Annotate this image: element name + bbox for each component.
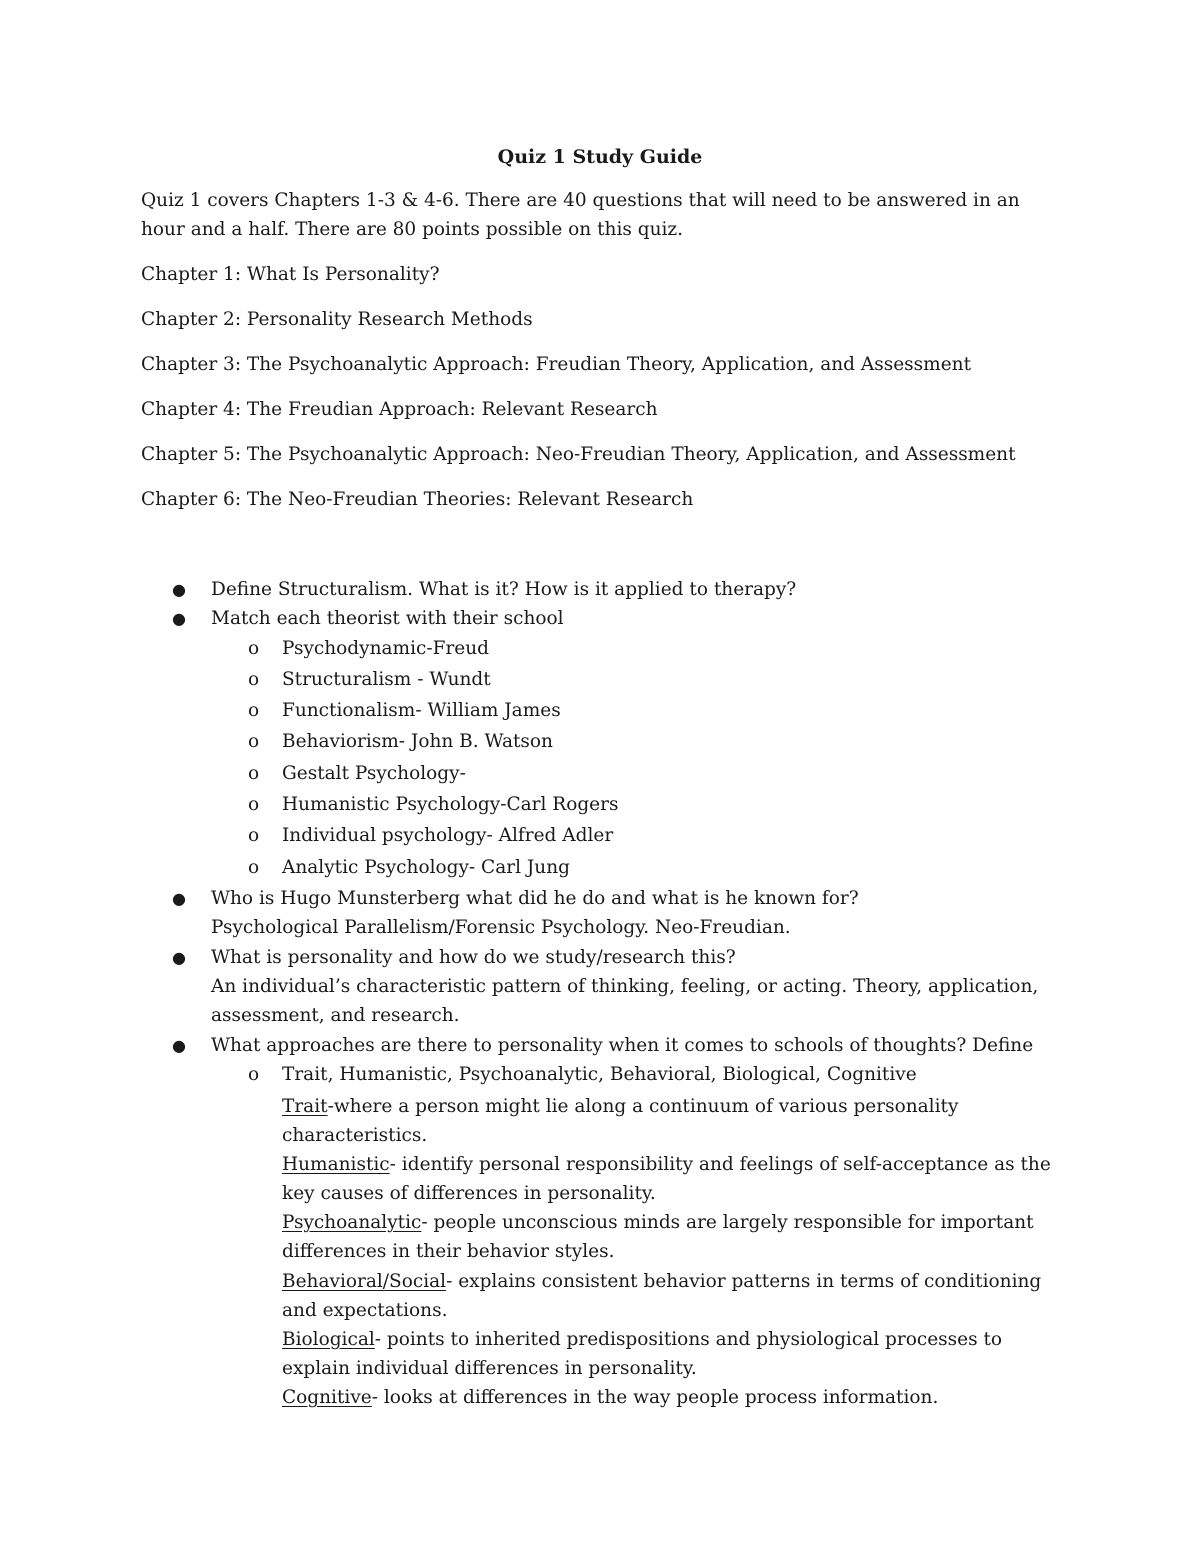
question-structuralism: Define Structuralism. What is it? How is it applied to therapy? xyxy=(211,579,797,600)
intro-paragraph: Quiz 1 covers Chapters 1-3 & 4-6. There are 40 questions that will need to be answered in an hour and a half. There are 80 points possible on this quiz. xyxy=(141,190,1020,240)
bullet-icon: ● xyxy=(172,948,186,967)
bullet-icon: ● xyxy=(172,889,186,908)
answer-munsterberg: Psychological Parallelism/Forensic Psychology. Neo-Freudian. xyxy=(211,917,791,938)
page-title: Quiz 1 Study Guide xyxy=(497,146,703,168)
chapter-6: Chapter 6: The Neo-Freudian Theories: Relevant Research xyxy=(141,489,694,510)
question-munsterberg: Who is Hugo Munsterberg what did he do and what is he known for? xyxy=(211,888,859,909)
sub-bullet-icon: o xyxy=(248,1064,260,1085)
definition-term: Trait xyxy=(282,1096,328,1117)
theorist-item: Individual psychology- Alfred Adler xyxy=(282,825,614,846)
definition-text: -where a person might lie along a continuum of various personality characteristics. xyxy=(282,1096,959,1146)
definition-text: - people unconscious minds are largely responsible for important differences in their behavior styles. xyxy=(282,1212,1034,1262)
definition-text: - identify personal responsibility and feelings of self-acceptance as the key causes of differences in personality. xyxy=(282,1154,1051,1204)
sub-bullet-icon: o xyxy=(248,825,260,846)
theorist-item: Humanistic Psychology-Carl Rogers xyxy=(282,794,619,815)
definition-biological xyxy=(282,1325,1072,1383)
definition-humanistic xyxy=(282,1150,1072,1208)
sub-bullet-icon: o xyxy=(248,638,260,659)
bullet-icon: ● xyxy=(172,1036,186,1055)
theorist-item: Behaviorism- John B. Watson xyxy=(282,731,553,752)
definition-behavioral xyxy=(282,1267,1072,1325)
chapter-4: Chapter 4: The Freudian Approach: Relevant Research xyxy=(141,399,658,420)
sub-bullet-icon: o xyxy=(248,731,260,752)
definition-cognitive xyxy=(282,1383,1072,1412)
theorist-item: Functionalism- William James xyxy=(282,700,561,721)
chapter-1: Chapter 1: What Is Personality? xyxy=(141,264,440,285)
theorist-item: Analytic Psychology- Carl Jung xyxy=(282,857,570,878)
answer-personality: An individual’s characteristic pattern of thinking, feeling, or acting. Theory, application, assessment, and research. xyxy=(211,976,1039,1026)
sub-bullet-icon: o xyxy=(248,669,260,690)
bullet-icon: ● xyxy=(172,609,186,628)
question-approaches: What approaches are there to personality when it comes to schools of thoughts? Define xyxy=(211,1035,1034,1056)
sub-bullet-icon: o xyxy=(248,794,260,815)
sub-bullet-icon: o xyxy=(248,857,260,878)
question-personality: What is personality and how do we study/research this? xyxy=(211,947,736,968)
chapter-5: Chapter 5: The Psychoanalytic Approach: Neo-Freudian Theory, Application, and Assessment xyxy=(141,444,1016,465)
question-match-theorists: Match each theorist with their school xyxy=(211,608,564,629)
theorist-item: Gestalt Psychology- xyxy=(282,763,466,784)
sub-bullet-icon: o xyxy=(248,700,260,721)
definition-term: Biological xyxy=(282,1329,375,1350)
sub-bullet-icon: o xyxy=(248,763,260,784)
definition-text: - explains consistent behavior patterns in terms of conditioning and expectations. xyxy=(282,1271,1042,1321)
definition-psychoanalytic xyxy=(282,1208,1072,1266)
theorist-item: Psychodynamic-Freud xyxy=(282,638,490,659)
approaches-list: Trait, Humanistic, Psychoanalytic, Behavioral, Biological, Cognitive xyxy=(282,1064,917,1085)
definition-term: Psychoanalytic xyxy=(282,1212,422,1233)
definition-text: - points to inherited predispositions and physiological processes to explain individual differences in personality. xyxy=(282,1329,1003,1379)
chapter-3: Chapter 3: The Psychoanalytic Approach: Freudian Theory, Application, and Assessment xyxy=(141,354,971,375)
definition-term: Humanistic xyxy=(282,1154,390,1175)
theorist-item: Structuralism - Wundt xyxy=(282,669,491,690)
definition-term: Cognitive xyxy=(282,1387,372,1408)
definition-text: - looks at differences in the way people process information. xyxy=(371,1387,939,1408)
bullet-icon: ● xyxy=(172,580,186,599)
definition-trait xyxy=(282,1092,1072,1150)
definition-term: Behavioral/Social xyxy=(282,1271,447,1292)
chapter-2: Chapter 2: Personality Research Methods xyxy=(141,309,533,330)
